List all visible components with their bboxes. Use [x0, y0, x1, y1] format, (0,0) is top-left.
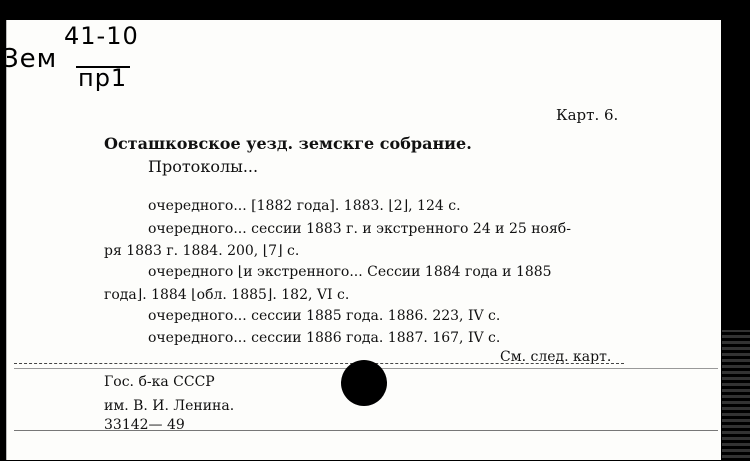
entry-2: очередного... сессии 1883 г. и экстренного 24 и 25 нояб- — [148, 221, 571, 237]
dashed-rule — [14, 363, 624, 364]
entry-2-cont: ря 1883 г. 1884. 200, ⌊7⌋ с. — [104, 243, 300, 259]
handwritten-bottom: пр1 — [78, 64, 128, 92]
handwritten-left: Зем — [2, 44, 58, 74]
bottom-rule — [14, 430, 718, 431]
card-title: Осташковское уезд. земскге собрание. — [104, 134, 472, 153]
entry-4: очередного... сессии 1885 года. 1886. 223, IV с. — [148, 308, 501, 324]
punch-hole — [341, 360, 387, 406]
card-subtitle: Протоколы... — [148, 157, 259, 176]
entry-3-cont: года⌋. 1884 ⌊обл. 1885⌋. 182, VI с. — [104, 287, 350, 303]
card-number: Карт. 6. — [556, 106, 619, 124]
library-name: Гос. б-ка СССР — [104, 374, 215, 390]
entry-3: очередного ⌊и экстренного... Сессии 1884 года и 1885 — [148, 264, 552, 280]
see-next-card: См. след. карт. — [500, 349, 612, 365]
library-number: 33142— 49 — [104, 417, 185, 433]
entry-5: очередного... сессии 1886 года. 1887. 167, IV с. — [148, 330, 501, 346]
handwritten-top: 41-10 — [64, 22, 139, 50]
entry-1: очередного... [1882 года]. 1883. ⌊2⌋, 124 с. — [148, 198, 461, 214]
scan-edge — [722, 330, 750, 461]
library-dedication: им. В. И. Ленина. — [104, 398, 235, 414]
